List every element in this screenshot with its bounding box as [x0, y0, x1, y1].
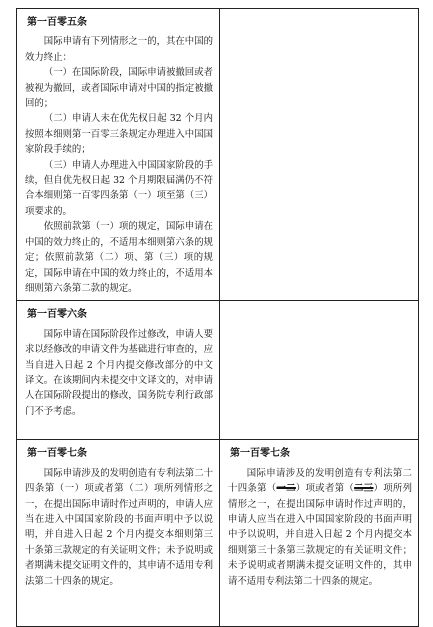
- article-title: 第一百零七条: [27, 448, 87, 460]
- article-paragraph: 国际申请涉及的发明创造有专利法第二十四条第（一）项或者第（二）项所列情形之一，在提出国际申请时作过声明的，申请人应当在进入中国国家阶段的书面声明中予以说明，并自进入日起 2 个月内提交本细则第三十条第三款规定的有关证明文件；未予说明或者期满未提交证明文件的，其申请不适用专利法第二十四条的规定。: [25, 467, 213, 587]
- left-cell: [17, 301, 220, 440]
- comparison-table: [16, 8, 419, 627]
- table-row: [17, 9, 419, 301]
- article-paragraph: （二）申请人未在优先权日起 32 个月内按照本细则第一百零三条规定办理进入中国国家阶段手续的；: [25, 113, 213, 156]
- article-paragraph: 国际申请在国际阶段作过修改，申请人要求以经修改的申请文件为基础进行审查的，应当自进入日起 2 个月内提交修改部分的中文译文。在该期间内未提交中文译文的，对申请人在国际阶段提出的修改，国务院专利行政部门不予考虑。: [25, 328, 213, 417]
- left-cell: [17, 440, 220, 627]
- right-cell: [220, 301, 419, 440]
- amendment-mark: 二三: [354, 483, 374, 495]
- text-segment: 国际申请涉及的发明创造有专利法第二十四条第（: [228, 467, 412, 495]
- right-cell: [220, 440, 419, 627]
- article-paragraph: 国际申请有下列情形之一的，其在中国的效力终止：: [25, 36, 213, 63]
- text-segment: ）项所列情形之一，在提出国际申请时作过声明的，申请人应当在进入中国国家阶段的书面声明中予以说明，并自进入日起 2 个月内提交本细则第三十条第三款规定的有关证明文件；未予说明或者期满未提交证明文件的，其申请不适用专利法第二十四条的规定。: [228, 483, 412, 587]
- article-title: 第一百零六条: [27, 309, 87, 321]
- article-paragraph: 依照前款第（一）项的规定，国际申请在中国的效力终止的，不适用本细则第六条的规定；依照前款第（二）项、第（三）项的规定，国际申请在中国的效力终止的，不适用本细则第六条第二款的规定。: [25, 221, 213, 294]
- table-row: [17, 301, 419, 440]
- article-paragraph: （一）在国际阶段，国际申请被撤回或者被视为撤回，或者国际申请对中国的指定被撤回的；: [25, 67, 213, 110]
- article-title: 第一百零五条: [27, 17, 87, 28]
- table-row: [17, 440, 419, 627]
- left-cell: [17, 9, 220, 301]
- right-cell: [220, 9, 419, 301]
- amendment-mark: 一二: [276, 483, 296, 495]
- text-segment: ）项或者第（: [295, 483, 355, 495]
- article-title: 第一百零七条: [230, 448, 290, 460]
- article-paragraph: （三）申请人办理进入中国国家阶段的手续，但自优先权日起 32 个月期限届满仍不符合本细则第一百零四条第（一）项至第（三）项要求的。: [25, 159, 213, 217]
- article-paragraph-amended: [228, 466, 412, 589]
